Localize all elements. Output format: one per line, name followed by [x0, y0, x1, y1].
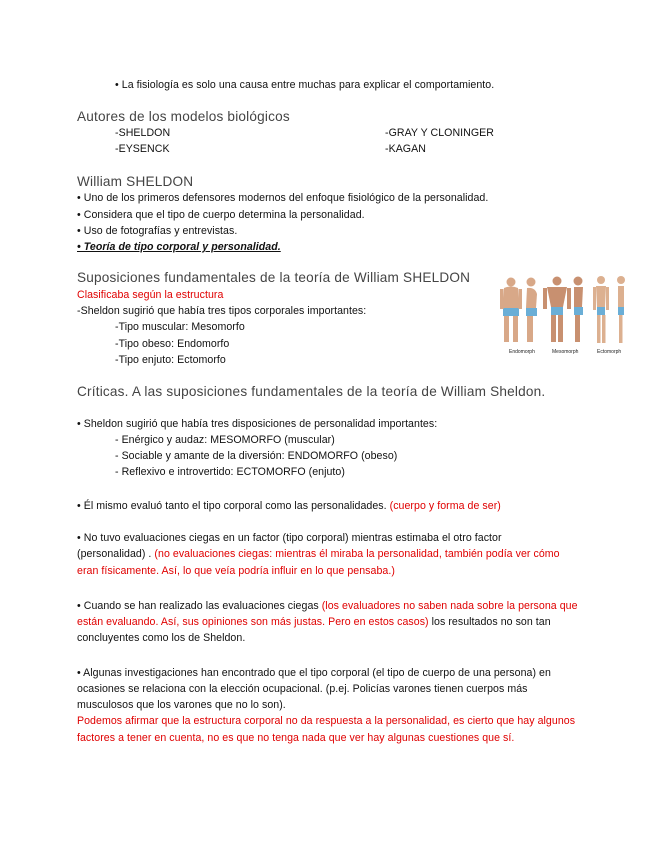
critics-b1-item-1: - Enérgico y audaz: MESOMORFO (muscular)	[115, 434, 335, 446]
suppositions-red-note: Clasificaba según la estructura	[77, 289, 224, 301]
author-sheldon: -SHELDON	[115, 127, 171, 139]
author-kagan: -KAGAN	[385, 143, 426, 155]
conclusion-line-2: factores a tener en cuenta, no es que no tenga nada que ver hay algunas cuestiones que sí.	[77, 732, 515, 744]
suppositions-heading: Suposiciones fundamentales de la teoría de William SHELDON	[77, 270, 471, 285]
body-figure-endomorph-side	[526, 278, 537, 343]
critics-b4-line-2	[77, 616, 551, 629]
author-gray-cloninger: -GRAY Y CLONINGER	[385, 127, 494, 139]
critics-heading: Críticas. A las suposiciones fundamentales de la teoría de William Sheldon.	[77, 384, 546, 399]
critics-b4-red-1: (los evaluadores no saben nada sobre la persona que	[321, 600, 578, 612]
caption-ectomorph: Ectomorph	[597, 349, 622, 355]
type-endomorfo: -Tipo obeso: Endomorfo	[115, 338, 230, 350]
critics-b5-line-1: • Algunas investigaciones han encontrado que el tipo corporal (el tipo de cuerpo de una persona) en	[77, 667, 551, 679]
critics-b5-line-3: musculosos que los varones que no lo son).	[77, 699, 286, 711]
somatotype-illustration	[497, 270, 633, 356]
critics-b2-line	[77, 500, 501, 513]
conclusion-line-1: Podemos afirmar que la estructura corporal no da respuesta a la personalidad, es cierto que hay algunos	[77, 715, 576, 727]
sheldon-heading: William SHELDON	[77, 174, 194, 189]
body-figure-ectomorph-front	[593, 276, 609, 343]
caption-endomorph: Endomorph	[509, 349, 535, 355]
critics-b1-intro: • Sheldon sugirió que había tres disposiciones de personalidad importantes:	[77, 418, 438, 430]
intro-bullet: • La fisiología es solo una causa entre muchas para explicar el comportamiento.	[115, 79, 495, 91]
critics-b2-red: (cuerpo y forma de ser)	[389, 500, 501, 512]
critics-b1-item-3: - Reflexivo e introvertido: ECTOMORFO (enjuto)	[115, 466, 345, 478]
critics-b3-line-2	[77, 548, 560, 561]
critics-b4-black-1: • Cuando se han realizado las evaluaciones ciegas	[77, 600, 319, 612]
critics-b4-red-2: están evaluando. Así, sus opiniones son más justas. Pero en estos casos)	[77, 616, 429, 628]
body-figure-ectomorph-side	[617, 276, 625, 343]
critics-b1-item-2: - Sociable y amante de la diversión: ENDOMORFO (obeso)	[115, 450, 398, 462]
critics-b3-black: (personalidad) .	[77, 548, 152, 560]
authors-heading: Autores de los modelos biológicos	[77, 109, 290, 124]
body-figure-mesomorph-front	[543, 277, 571, 343]
type-mesomorfo: -Tipo muscular: Mesomorfo	[115, 321, 245, 333]
critics-b3-line-1: • No tuvo evaluaciones ciegas en un factor (tipo corporal) mientras estimaba el otro factor	[77, 532, 502, 544]
critics-b4-line-3: concluyentes como los de Sheldon.	[77, 632, 246, 644]
type-ectomorfo: -Tipo enjuto: Ectomorfo	[115, 354, 226, 366]
body-figure-endomorph-front	[500, 278, 522, 343]
critics-b5-line-2: ocasiones se relaciona con la elección ocupacional. (p.ej. Policías varones tienen cuerpos más	[77, 683, 528, 695]
critics-b2-black: • Él mismo evaluó tanto el tipo corporal como las personalidades.	[77, 500, 387, 512]
suppositions-intro: -Sheldon sugirió que había tres tipos corporales importantes:	[77, 305, 367, 317]
sheldon-bullet-2: • Considera que el tipo de cuerpo determina la personalidad.	[77, 209, 365, 221]
critics-b3-red-1: (no evaluaciones ciegas: mientras él miraba la personalidad, también podía ver cómo	[154, 548, 560, 560]
caption-mesomorph: Mesomorph	[552, 349, 579, 355]
sheldon-bullet-1: • Uno de los primeros defensores modernos del enfoque fisiológico de la personalidad.	[77, 192, 489, 204]
critics-b4-black-2: los resultados no son tan	[431, 616, 551, 628]
author-eysenck: -EYSENCK	[115, 143, 170, 155]
body-figure-mesomorph-side	[574, 277, 584, 343]
critics-b4-line-1	[77, 600, 578, 613]
critics-b3-line-3: eran físicamente. Así, lo que veía podría influir en lo que pensaba.)	[77, 565, 395, 577]
sheldon-theory-line: • Teoría de tipo corporal y personalidad.	[77, 241, 281, 253]
sheldon-bullet-3: • Uso de fotografías y entrevistas.	[77, 225, 238, 237]
somatotype-figure-image	[497, 270, 633, 356]
